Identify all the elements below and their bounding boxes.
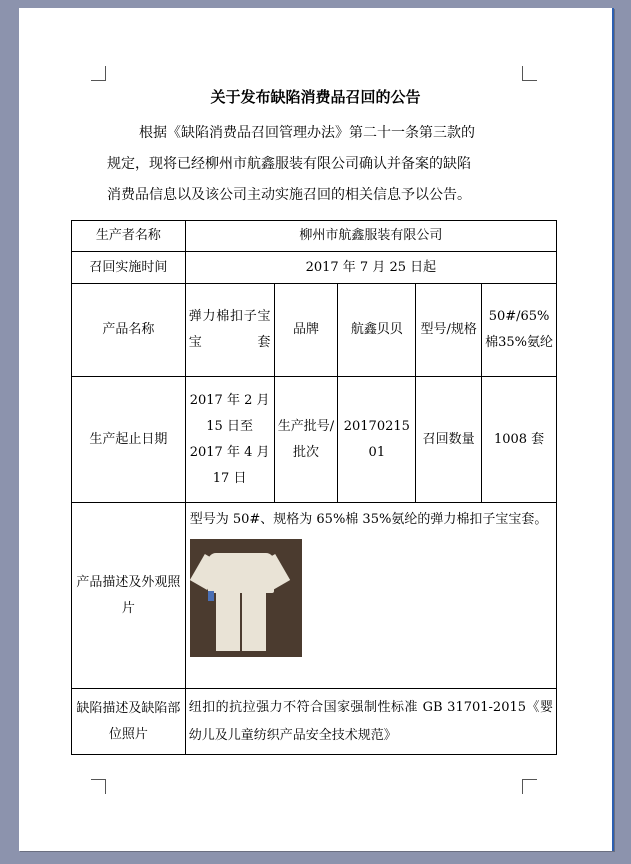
defect-text: 纽扣的抗拉强力不符合国家强制性标准 GB 31701-2015《婴幼儿及儿童纺织产品安全技术规范》 (185, 689, 556, 755)
crop-mark-top-right (522, 66, 537, 81)
brand-label: 品牌 (274, 284, 338, 377)
recall-date-label: 召回实施时间 (72, 252, 186, 284)
table-row (72, 284, 557, 377)
baby-clothes-photo (190, 539, 302, 657)
paragraph-line: 根据《缺陷消费品召回管理办法》第二十一条第三款的 (139, 125, 475, 141)
paragraph-line: 消费品信息以及该公司主动实施召回的相关信息予以公告。 (107, 187, 471, 203)
brand-value: 航鑫贝贝 (338, 284, 416, 377)
batch-label: 生产批号/批次 (274, 377, 338, 503)
product-name-label: 产品名称 (72, 284, 186, 377)
table-row (72, 689, 557, 755)
intro-paragraph (107, 118, 537, 211)
recall-date-value: 2017 年 7 月 25 日起 (185, 252, 556, 284)
product-name-value: 弹力棉扣子宝宝套 (185, 284, 274, 377)
crop-mark-bottom-left (91, 779, 106, 794)
document-page (19, 8, 614, 851)
recall-info-table (71, 220, 557, 755)
crop-mark-bottom-right (522, 779, 537, 794)
table-row (72, 377, 557, 503)
manufacturer-label: 生产者名称 (72, 221, 186, 252)
quantity-value: 1008 套 (482, 377, 557, 503)
paragraph-line: 规定，现将已经柳州市航鑫服装有限公司确认并备案的缺陷 (107, 156, 471, 172)
batch-value: 2017021501 (338, 377, 416, 503)
table-row (72, 221, 557, 252)
production-date-label: 生产起止日期 (72, 377, 186, 503)
quantity-label: 召回数量 (416, 377, 482, 503)
document-title: 关于发布缺陷消费品召回的公告 (210, 88, 421, 106)
model-value: 50#/65%棉35%氨纶 (482, 284, 557, 377)
production-date-value: 2017 年 2 月 15 日至 2017 年 4 月 17 日 (185, 377, 274, 503)
description-text: 型号为 50#、规格为 65%棉 35%氨纶的弹力棉扣子宝宝套。 (189, 512, 548, 527)
description-label: 产品描述及外观照片 (72, 503, 186, 689)
table-row (72, 252, 557, 284)
model-label: 型号/规格 (416, 284, 482, 377)
table-row (72, 503, 557, 689)
crop-mark-top-left (91, 66, 106, 81)
manufacturer-value: 柳州市航鑫服装有限公司 (185, 221, 556, 252)
description-cell (185, 503, 556, 689)
defect-label: 缺陷描述及缺陷部位照片 (72, 689, 186, 755)
